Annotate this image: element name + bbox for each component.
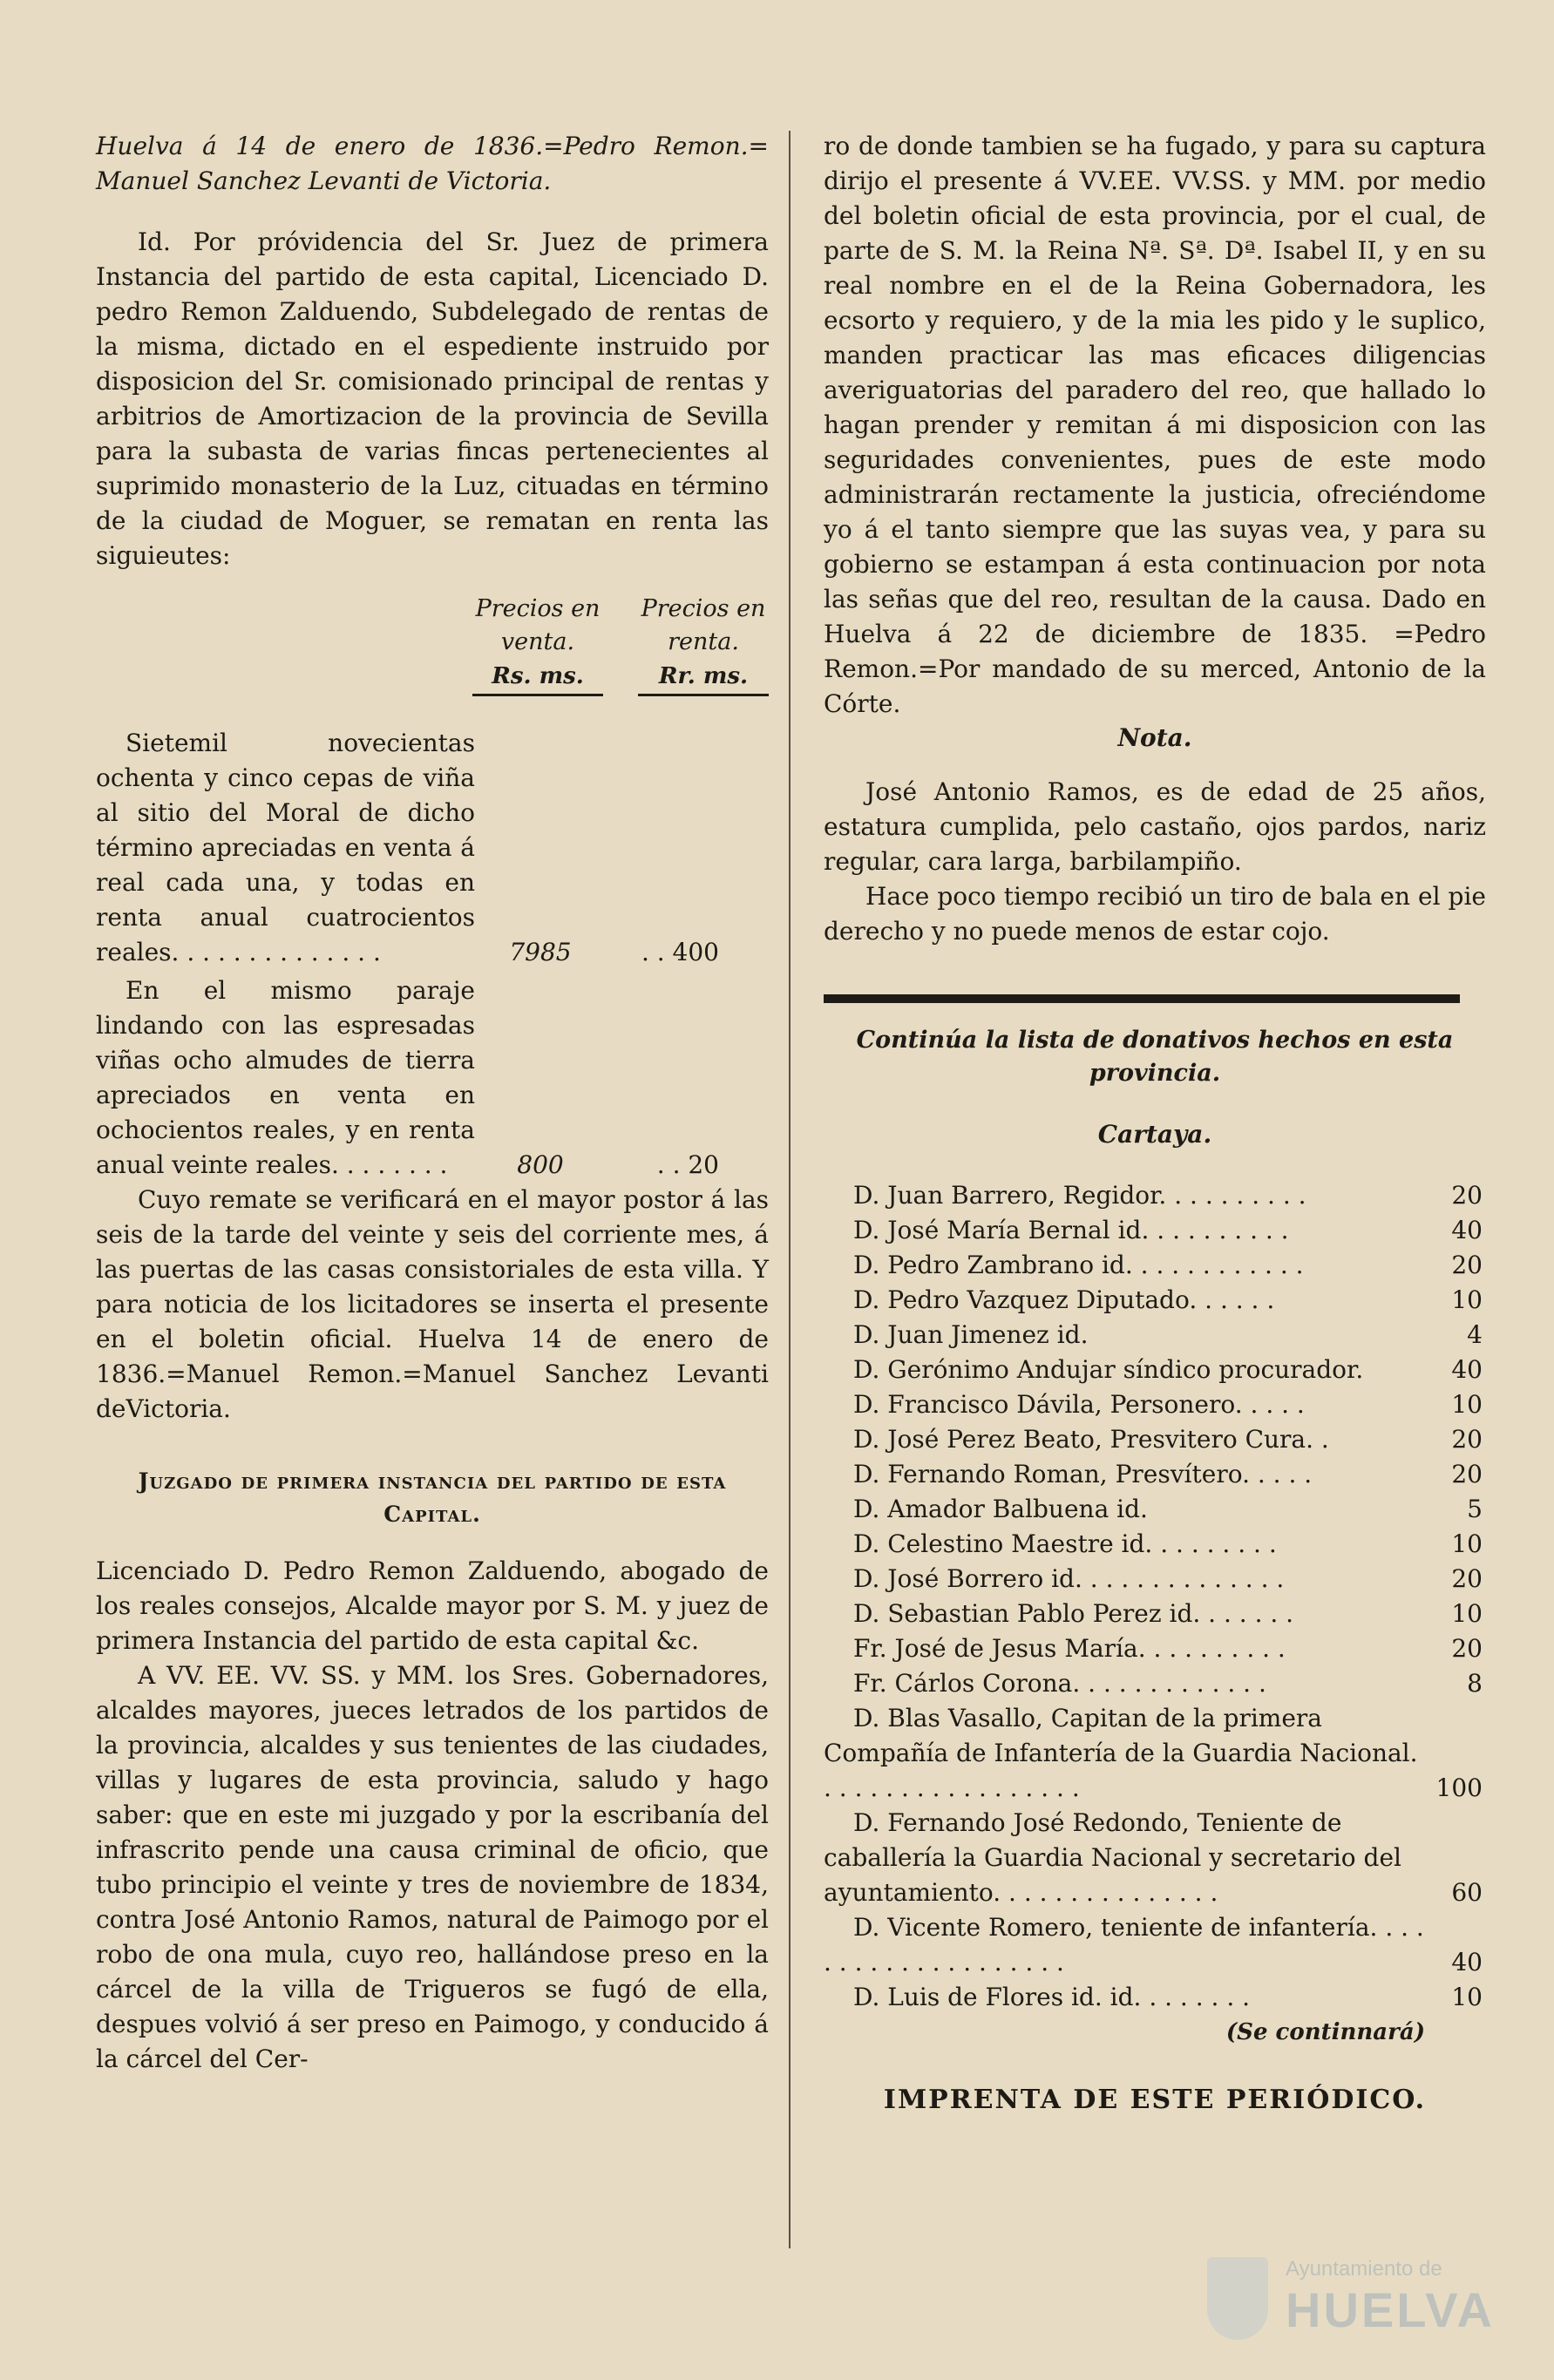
donation-amount: 4 [1467, 1320, 1483, 1349]
left-column [96, 129, 769, 2077]
price-column-headers [96, 593, 769, 659]
donation-row [824, 1806, 1486, 1910]
donation-row [824, 1422, 1486, 1457]
donor-name: D. Fernando Roman, Presvítero. . . . . [853, 1460, 1313, 1488]
watermark-title: HUELVA [1286, 2282, 1495, 2337]
donation-row [824, 1910, 1486, 1980]
donor-name: D. Celestino Maestre id. . . . . . . . . [853, 1529, 1277, 1558]
donor-name: Fr. Cárlos Corona. . . . . . . . . . . . . [853, 1669, 1266, 1698]
watermark-subtitle: Ayuntamiento de [1286, 2257, 1442, 2281]
donations-list [824, 1178, 1486, 2015]
coat-of-arms-icon [1207, 2257, 1268, 2340]
donation-amount: 10 [1451, 1529, 1483, 1558]
donation-amount: 20 [1451, 1181, 1483, 1210]
price-renta: . . 20 [656, 1150, 719, 1179]
donor-name: D. José Borrero id. . . . . . . . . . . . . . [853, 1564, 1285, 1593]
donation-amount: 20 [1451, 1564, 1483, 1593]
donation-row [824, 1457, 1486, 1492]
donation-amount: 5 [1467, 1495, 1483, 1523]
unit-renta: Rr. ms. [638, 659, 769, 696]
donation-amount: 20 [1451, 1425, 1483, 1454]
judge-order: A VV. EE. VV. SS. y MM. los Sres. Gobernadores, alcaldes mayores, jueces letrados de los partidos de la provincia, alcaldes y sus tenientes de las ciudades, villas y lugares de esta provincia, saludo y hago saber: que en este mi juzgado y por la escribanía del infrascrito pende una causa criminal de oficio, que tubo principio el veinte y tres de noviembre de 1834, contra José Antonio Ramos, natural de Paimogo por el robo de ona mula, cuyo reo, hallándose preso en la cárcel de la villa de Trigueros se fugó de ella, despues volvió á ser preso en Paimogo, y conducido á la cárcel del Cer- [96, 1661, 769, 2073]
header-renta: Precios en renta. [641, 595, 766, 655]
archive-watermark [1207, 2240, 1495, 2353]
donation-row [824, 1980, 1486, 2015]
donor-name: D. Blas Vasallo, Capitan de la primera Compañía de Infantería de la Guardia Nacional. . . . . . . . . . . . . . . . . . [824, 1704, 1418, 1802]
donation-row [824, 1353, 1486, 1387]
donation-row [824, 1492, 1486, 1527]
nota-title: Nota. [1117, 723, 1192, 752]
property-description: Sietemil novecientas ochenta y cinco cepas de viña al sitio del Moral de dicho término apreciadas en venta á real cada una, y todas en renta anual cuatrocientos reales. . . . . . . . . . . . . . [96, 729, 475, 966]
auction-conditions: Cuyo remate se verificará en el mayor postor á las seis de la tarde del veinte y seis del corriente mes, á las puertas de las casas consistoriales de esta villa. Y para noticia de los licitadores se inserta el presente en el boletin oficial. Huelva 14 de enero de 1836.=Manuel Remon.=Manuel Sanchez Levanti deVictoria. [96, 1185, 769, 1423]
donations-list-title: Continúa la lista de donativos hechos en esta provincia. [856, 1027, 1454, 1087]
donor-name: D. Pedro Vazquez Diputado. . . . . . [853, 1285, 1275, 1314]
section-divider [824, 994, 1460, 1003]
donor-name: D. Luis de Flores id. id. . . . . . . . [853, 1983, 1251, 2011]
donation-row [824, 1387, 1486, 1422]
donation-amount: 20 [1451, 1251, 1483, 1279]
judge-intro: Licenciado D. Pedro Remon Zalduendo, abogado de los reales consejos, Alcalde mayor por S. M. y juez de primera Instancia del partido de esta capital &c. [96, 1556, 769, 1655]
auction-paragraph: Id. Por próvidencia del Sr. Juez de primera Instancia del partido de esta capital, Licenciado D. pedro Remon Zalduendo, Subdelegado de rentas de la misma, dictado en el espediente instruido por disposicion del Sr. comisionado principal de rentas y arbitrios de Amortizacion de la provincia de Sevilla para la subasta de varias fincas pertenecientes al suprimido monasterio de la Luz, cituadas en término de la ciudad de Moguer, se rematan en renta las siguieutes: [96, 227, 769, 570]
donor-name: D. Fernando José Redondo, Teniente de caballería la Guardia Nacional y secretario del ayuntamiento. . . . . . . . . . . . . . . [824, 1808, 1401, 1907]
donation-amount: 8 [1467, 1669, 1483, 1698]
nota-injury: Hace poco tiempo recibió un tiro de bala en el pie derecho y no puede menos de estar cojo. [824, 882, 1486, 946]
donation-row [824, 1701, 1486, 1806]
column-divider [789, 131, 791, 2248]
donor-name: D. Vicente Romero, teniente de infantería. . . . . . . . . . . . . . . . . . . . [824, 1913, 1424, 1977]
price-venta: 800 [517, 1150, 564, 1179]
donation-row [824, 1178, 1486, 1213]
donor-name: D. Sebastian Pablo Perez id. . . . . . . [853, 1599, 1294, 1628]
right-column [824, 129, 1486, 2115]
donation-row [824, 1248, 1486, 1283]
header-venta: Precios en venta. [475, 595, 601, 655]
donations-place: Cartaya. [1097, 1120, 1212, 1149]
property-item [96, 973, 769, 1183]
donation-row [824, 1562, 1486, 1597]
donation-row [824, 1283, 1486, 1318]
price-renta: . . 400 [641, 938, 719, 966]
donation-row [824, 1527, 1486, 1562]
order-continuation: ro de donde tambien se ha fugado, y para su captura dirijo el presente á VV.EE. VV.SS. y MM. por medio del boletin oficial de esta provincia, por el cual, de parte de S. M. la Reina Nª. Sª. Dª. Isabel II, y en su real nombre en el de la Reina Gobernadora, les ecsorto y requiero, y de la mia les pido y le suplico, manden practicar las mas eficaces diligencias averiguatorias del paradero del reo, que hallado lo hagan prender y remitan á mi disposicion con las seguridades convenientes, pues de este modo administrarán rectamente la justicia, ofreciéndome yo á el tanto siempre que las suyas vea, y para su gobierno se estampan á esta continuacion por nota las señas que del reo, resultan de la causa. Dado en Huelva á 22 de diciembre de 1835. =Pedro Remon.=Por mandado de su merced, Antonio de la Córte. [824, 132, 1486, 718]
donation-row [824, 1213, 1486, 1248]
donor-name: D. Juan Jimenez id. [853, 1320, 1089, 1349]
donor-name: D. Francisco Dávila, Personero. . . . . [853, 1390, 1305, 1419]
donation-amount: 10 [1451, 1599, 1483, 1628]
donor-name: D. Gerónimo Andujar síndico procurador. [853, 1355, 1364, 1384]
donation-row [824, 1631, 1486, 1666]
donation-amount: 10 [1451, 1390, 1483, 1419]
donation-amount: 40 [1451, 1216, 1483, 1244]
printer-footer: IMPRENTA DE ESTE PERIÓDICO. [883, 2085, 1427, 2115]
donation-row [824, 1318, 1486, 1353]
price-venta: 7985 [509, 938, 572, 966]
donation-amount: 10 [1451, 1983, 1483, 2011]
donor-name: D. Pedro Zambrano id. . . . . . . . . . . . [853, 1251, 1304, 1279]
continuation-note: (Se continnará) [1225, 2019, 1425, 2045]
donation-amount: 100 [1435, 1773, 1483, 1802]
donation-amount: 20 [1451, 1634, 1483, 1663]
donor-name: Fr. José de Jesus María. . . . . . . . . . [853, 1634, 1286, 1663]
property-description: En el mismo paraje lindando con las espresadas viñas ocho almudes de tierra apreciados en venta en ochocientos reales, y en renta anual veinte reales. . . . . . . . [96, 976, 475, 1179]
donation-amount: 40 [1451, 1355, 1483, 1384]
section-title: Juzgado de primera instancia del partido de esta Capital. [138, 1468, 727, 1527]
donation-amount: 40 [1451, 1948, 1483, 1977]
nota-description: José Antonio Ramos, es de edad de 25 años, estatura cumplida, pelo castaño, ojos pardos, nariz regular, cara larga, barbilampiño. [824, 777, 1486, 876]
property-item [96, 726, 769, 970]
donation-amount: 60 [1451, 1878, 1483, 1907]
donation-row [824, 1666, 1486, 1701]
price-units [96, 659, 769, 696]
unit-venta: Rs. ms. [472, 659, 603, 696]
signature-line: Huelva á 14 de enero de 1836.=Pedro Remon.= Manuel Sanchez Levanti de Victoria. [96, 132, 769, 195]
donation-amount: 10 [1451, 1285, 1483, 1314]
donor-name: D. José María Bernal id. . . . . . . . . . [853, 1216, 1289, 1244]
donor-name: D. José Perez Beato, Presvitero Cura. . [853, 1425, 1329, 1454]
donor-name: D. Amador Balbuena id. [853, 1495, 1148, 1523]
donation-amount: 20 [1451, 1460, 1483, 1488]
donation-row [824, 1597, 1486, 1631]
donor-name: D. Juan Barrero, Regidor. . . . . . . . . . [853, 1181, 1306, 1210]
